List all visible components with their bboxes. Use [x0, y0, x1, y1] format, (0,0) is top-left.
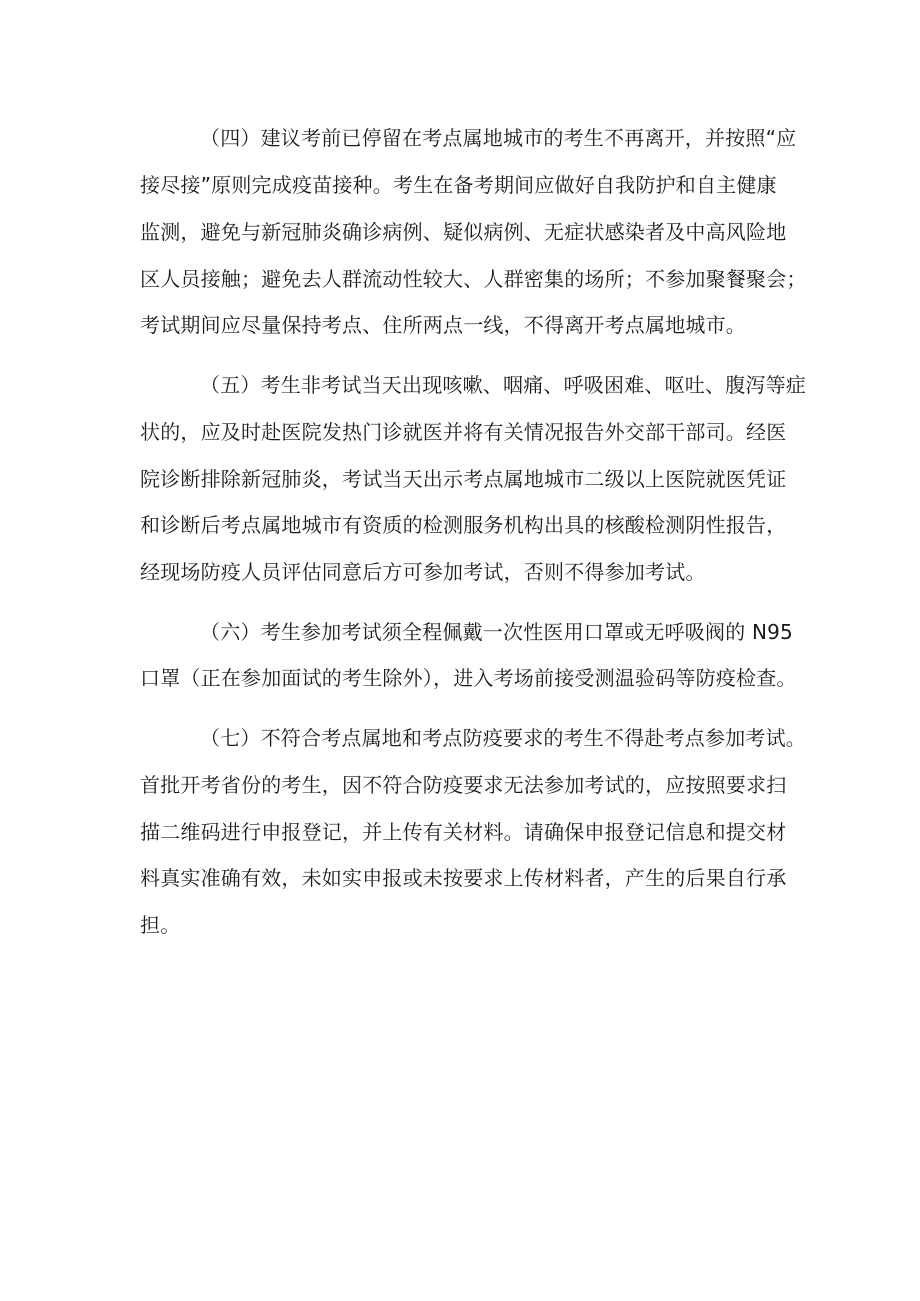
paragraph-line: （七）不符合考点属地和考点防疫要求的考生不得赴考点参加考试。	[200, 726, 806, 750]
paragraph-line: 担。	[140, 913, 181, 937]
paragraph-line: 接尽接”原则完成疫苗接种。考生在备考期间应做好自我防护和自主健康	[140, 173, 777, 197]
paragraph-line: （四）建议考前已停留在考点属地城市的考生不再离开，并按照“应	[200, 126, 797, 150]
paragraph-line: （五）考生非考试当天出现咳嗽、咽痛、呼吸困难、呕吐、腹泻等症	[200, 373, 806, 397]
paragraph-line: 区人员接触；避免去人群流动性较大、人群密集的场所；不参加聚餐聚会；	[140, 267, 807, 291]
paragraph-line: 和诊断后考点属地城市有资质的检测服务机构出具的核酸检测阴性报告，	[140, 513, 787, 537]
paragraph-line: 描二维码进行申报登记，并上传有关材料。请确保申报登记信息和提交材	[140, 820, 787, 844]
paragraph-line: 考试期间应尽量保持考点、住所两点一线，不得离开考点属地城市。	[140, 313, 746, 337]
paragraph-line: 口罩（正在参加面试的考生除外），进入考场前接受测温验码等防疫检查。	[140, 666, 797, 690]
paragraph-line: 监测，避免与新冠肺炎确诊病例、疑似病例、无症状感染者及中高风险地	[140, 220, 787, 244]
paragraph-line: 经现场防疫人员评估同意后方可参加考试，否则不得参加考试。	[140, 560, 706, 584]
paragraph-line: 首批开考省份的考生，因不符合防疫要求无法参加考试的，应按照要求扫	[140, 773, 787, 797]
paragraph-line: 状的，应及时赴医院发热门诊就医并将有关情况报告外交部干部司。经医	[140, 420, 787, 444]
paragraph-line: 料真实准确有效，未如实申报或未按要求上传材料者，产生的后果自行承	[140, 866, 787, 890]
paragraph-line: （六）考生参加考试须全程佩戴一次性医用口罩或无呼吸阀的 N95	[200, 620, 793, 644]
paragraph-line: 院诊断排除新冠肺炎，考试当天出示考点属地城市二级以上医院就医凭证	[140, 467, 787, 491]
